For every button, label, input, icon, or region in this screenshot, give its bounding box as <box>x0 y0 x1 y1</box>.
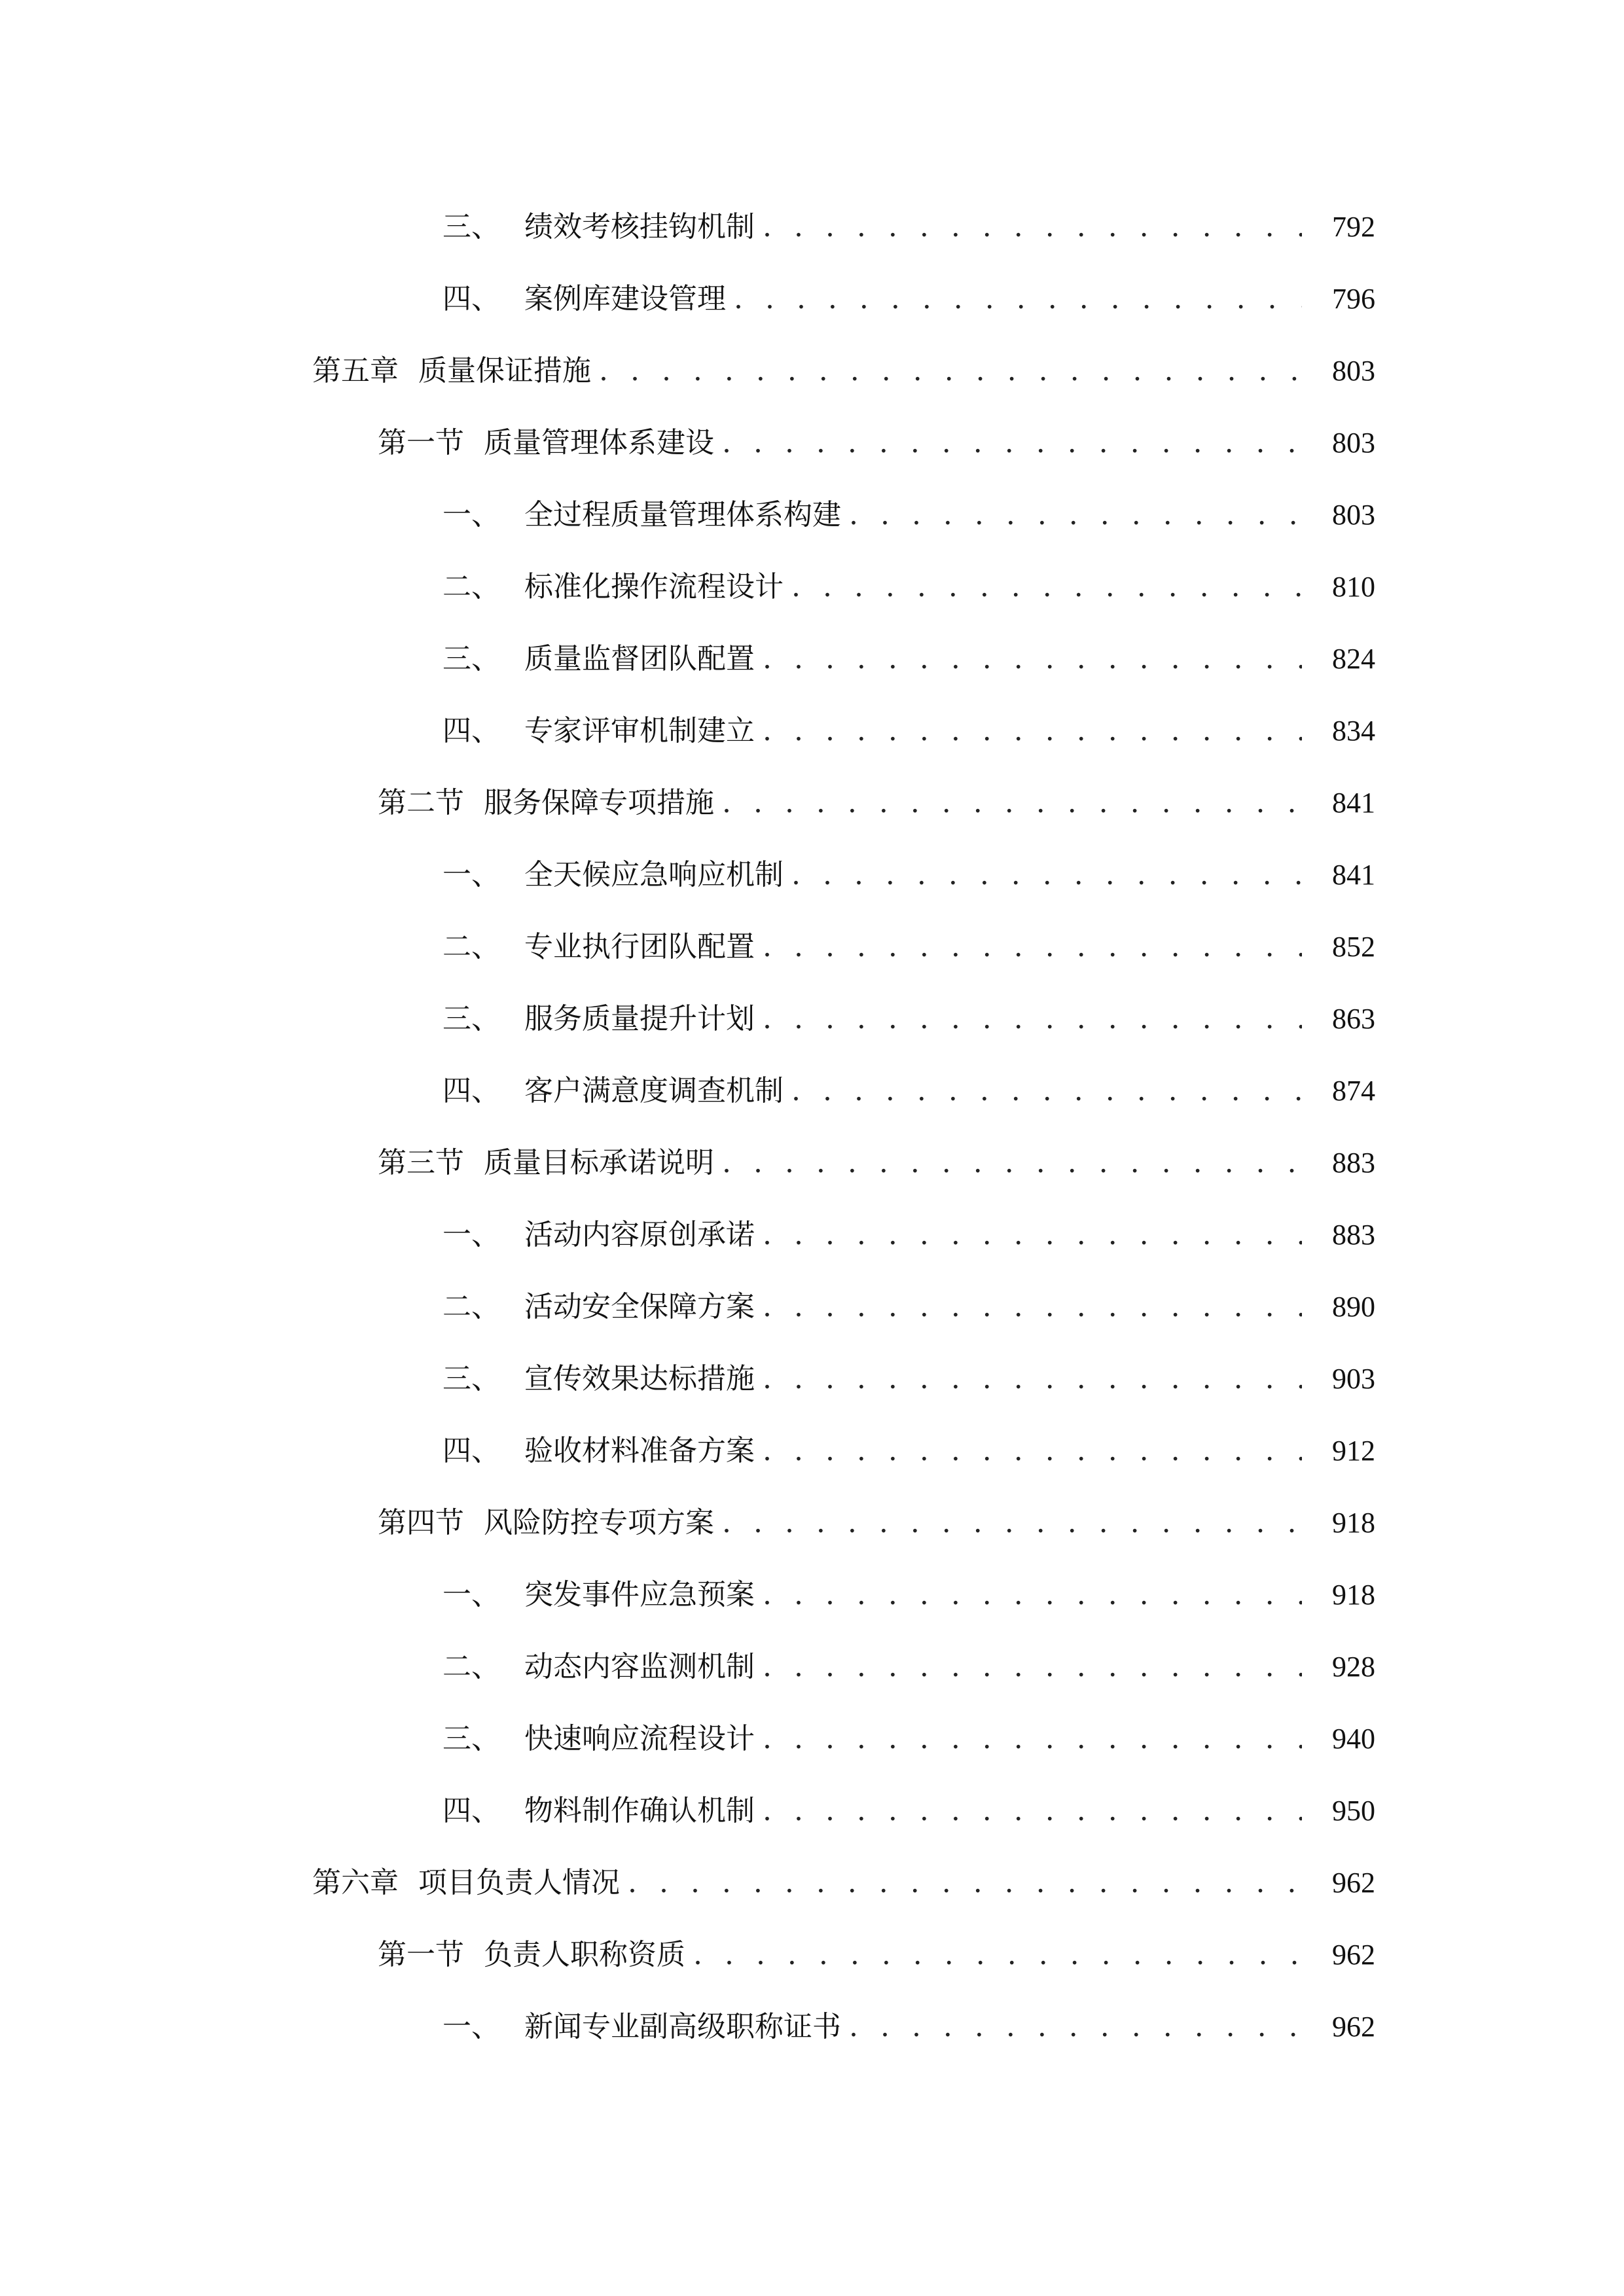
toc-entry-title: 突发事件应急预案 <box>524 1578 755 1611</box>
toc-entry-title: 活动内容原创承诺 <box>524 1218 755 1251</box>
toc-dot-leader <box>791 839 1302 911</box>
toc-entry-number: 四、 <box>442 282 500 315</box>
toc-dot-leader <box>763 1775 1302 1847</box>
toc-dot-leader <box>763 695 1302 767</box>
toc-entry-number: 三、 <box>442 1362 500 1395</box>
toc-entry-title: 专家评审机制建立 <box>524 714 755 747</box>
toc-entry-title: 新闻专业副高级职称证书 <box>524 2010 841 2043</box>
toc-dot-leader <box>763 911 1302 983</box>
toc-entry-number: 一、 <box>442 1578 500 1611</box>
toc-entry-title: 标准化操作流程设计 <box>524 570 784 603</box>
toc-entry-page-number: 863 <box>1332 1003 1375 1035</box>
toc-entry[interactable] <box>0 1415 1624 1487</box>
toc-entry-page-number: 852 <box>1332 931 1375 963</box>
toc-entry-title: 质量监督团队配置 <box>524 642 755 675</box>
toc-entry-number: 一、 <box>442 2010 500 2043</box>
toc-entry-page-number: 918 <box>1332 1579 1375 1611</box>
toc-dot-leader <box>722 767 1302 839</box>
toc-entry-page-number: 792 <box>1332 211 1375 243</box>
toc-dot-leader <box>763 1703 1302 1775</box>
toc-entry-page-number: 950 <box>1332 1795 1375 1827</box>
toc-entry-number: 第五章 <box>312 354 399 387</box>
toc-entry-number: 二、 <box>442 1650 500 1683</box>
toc-entry-page-number: 918 <box>1332 1507 1375 1539</box>
toc-dot-leader <box>763 1631 1302 1703</box>
toc-dot-leader <box>763 1343 1302 1415</box>
toc-dot-leader <box>693 1919 1302 1991</box>
toc-entry-number: 第四节 <box>378 1506 464 1539</box>
toc-entry-number: 第二节 <box>378 786 464 819</box>
toc-entry-title: 活动安全保障方案 <box>524 1290 755 1323</box>
toc-entry-number: 一、 <box>442 858 500 891</box>
toc-entry-title: 服务质量提升计划 <box>524 1002 755 1035</box>
toc-dot-leader <box>628 1847 1302 1919</box>
toc-entry-page-number: 803 <box>1332 355 1375 387</box>
toc-entry-title: 绩效考核挂钩机制 <box>524 210 755 243</box>
toc-dot-leader <box>763 1199 1302 1271</box>
toc-entry-number: 四、 <box>442 1434 500 1467</box>
toc-entry-page-number: 834 <box>1332 715 1375 747</box>
toc-entry-number: 一、 <box>442 1218 500 1251</box>
toc-entry-title: 负责人职称资质 <box>484 1938 685 1971</box>
toc-entry-page-number: 810 <box>1332 571 1375 603</box>
toc-entry[interactable] <box>0 839 1624 911</box>
toc-entry-page-number: 962 <box>1332 2011 1375 2043</box>
toc-entry-page-number: 962 <box>1332 1939 1375 1971</box>
toc-entry-page-number: 796 <box>1332 283 1375 315</box>
toc-entry-page-number: 962 <box>1332 1867 1375 1899</box>
toc-dot-leader <box>763 191 1302 263</box>
toc-entry-number: 二、 <box>442 570 500 603</box>
toc-entry[interactable] <box>0 1055 1624 1127</box>
toc-entry-number: 三、 <box>442 1722 500 1755</box>
toc-entry-title: 案例库建设管理 <box>524 282 726 315</box>
toc-entry-number: 三、 <box>442 642 500 675</box>
toc-entry[interactable] <box>0 623 1624 695</box>
toc-entry[interactable] <box>0 263 1624 335</box>
toc-entry-page-number: 912 <box>1332 1435 1375 1467</box>
toc-entry-page-number: 883 <box>1332 1219 1375 1251</box>
toc-entry-title: 项目负责人情况 <box>418 1866 620 1899</box>
toc-entry-title: 客户满意度调查机制 <box>524 1074 784 1107</box>
toc-dot-leader <box>722 1487 1302 1559</box>
toc-entry-page-number: 803 <box>1332 499 1375 531</box>
toc-entry[interactable] <box>0 983 1624 1055</box>
toc-entry-number: 四、 <box>442 714 500 747</box>
toc-dot-leader <box>734 263 1302 335</box>
toc-entry[interactable] <box>0 551 1624 623</box>
toc-entry-title: 质量保证措施 <box>418 354 591 387</box>
toc-entry-page-number: 841 <box>1332 787 1375 819</box>
toc-entry[interactable] <box>0 1271 1624 1343</box>
toc-entry-page-number: 890 <box>1332 1291 1375 1323</box>
toc-entry-page-number: 841 <box>1332 859 1375 891</box>
toc-dot-leader <box>791 551 1302 623</box>
toc-entry[interactable] <box>0 191 1624 263</box>
toc-entry-number: 三、 <box>442 210 500 243</box>
toc-entry-number: 第三节 <box>378 1146 464 1179</box>
toc-entry-number: 第六章 <box>312 1866 399 1899</box>
toc-dot-leader <box>763 983 1302 1055</box>
toc-entry-title: 专业执行团队配置 <box>524 930 755 963</box>
toc-dot-leader <box>599 335 1302 407</box>
toc-entry[interactable] <box>0 1775 1624 1847</box>
toc-entry[interactable] <box>0 1991 1624 2063</box>
toc-entry-title: 质量管理体系建设 <box>484 426 714 459</box>
toc-dot-leader <box>722 1127 1302 1199</box>
toc-entry[interactable] <box>0 1631 1624 1703</box>
toc-entry[interactable] <box>0 1559 1624 1631</box>
toc-entry[interactable] <box>0 407 1624 479</box>
toc-entry-title: 快速响应流程设计 <box>524 1722 755 1755</box>
toc-entry-number: 第一节 <box>378 426 464 459</box>
toc-entry-title: 动态内容监测机制 <box>524 1650 755 1683</box>
table-of-contents <box>0 191 1624 2063</box>
toc-entry-number: 四、 <box>442 1794 500 1827</box>
toc-entry-page-number: 903 <box>1332 1363 1375 1395</box>
toc-dot-leader <box>763 1271 1302 1343</box>
toc-entry[interactable] <box>0 1487 1624 1559</box>
toc-entry-title: 宣传效果达标措施 <box>524 1362 755 1395</box>
toc-entry[interactable] <box>0 1127 1624 1199</box>
toc-dot-leader <box>849 1991 1302 2063</box>
toc-entry-page-number: 824 <box>1332 643 1375 675</box>
toc-entry-title: 全天候应急响应机制 <box>524 858 784 891</box>
toc-entry[interactable] <box>0 1919 1624 1991</box>
toc-dot-leader <box>849 479 1302 551</box>
toc-entry-page-number: 940 <box>1332 1723 1375 1755</box>
toc-entry-title: 质量目标承诺说明 <box>484 1146 714 1179</box>
toc-entry-page-number: 874 <box>1332 1075 1375 1107</box>
toc-dot-leader <box>791 1055 1302 1127</box>
toc-entry-number: 四、 <box>442 1074 500 1107</box>
toc-entry[interactable] <box>0 1343 1624 1415</box>
toc-entry-title: 服务保障专项措施 <box>484 786 714 819</box>
toc-entry[interactable] <box>0 1199 1624 1271</box>
toc-entry-page-number: 928 <box>1332 1651 1375 1683</box>
toc-entry[interactable] <box>0 1847 1624 1919</box>
toc-entry-title: 验收材料准备方案 <box>524 1434 755 1467</box>
toc-dot-leader <box>763 1559 1302 1631</box>
toc-entry[interactable] <box>0 1703 1624 1775</box>
toc-entry[interactable] <box>0 911 1624 983</box>
toc-entry-page-number: 803 <box>1332 427 1375 459</box>
toc-entry[interactable] <box>0 695 1624 767</box>
toc-entry-number: 二、 <box>442 930 500 963</box>
toc-entry-number: 三、 <box>442 1002 500 1035</box>
toc-entry[interactable] <box>0 479 1624 551</box>
toc-dot-leader <box>763 623 1302 695</box>
toc-dot-leader <box>763 1415 1302 1487</box>
toc-entry[interactable] <box>0 767 1624 839</box>
toc-entry-title: 物料制作确认机制 <box>524 1794 755 1827</box>
toc-entry-title: 全过程质量管理体系构建 <box>524 498 841 531</box>
toc-entry-number: 二、 <box>442 1290 500 1323</box>
toc-entry[interactable] <box>0 335 1624 407</box>
toc-dot-leader <box>722 407 1302 479</box>
toc-entry-number: 第一节 <box>378 1938 464 1971</box>
toc-entry-number: 一、 <box>442 498 500 531</box>
toc-entry-title: 风险防控专项方案 <box>484 1506 714 1539</box>
toc-entry-page-number: 883 <box>1332 1147 1375 1179</box>
